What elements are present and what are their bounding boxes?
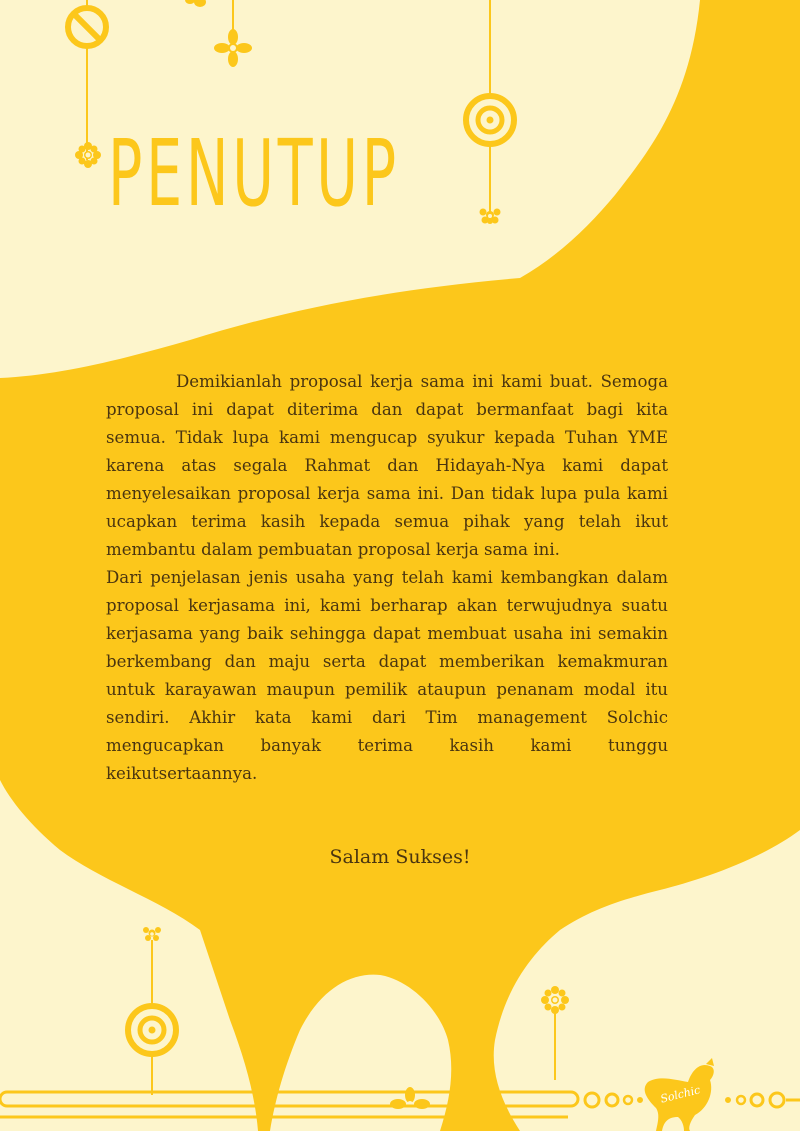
closing-text [106, 368, 668, 788]
page-title: PENUTUP [108, 120, 400, 227]
flower-icon [541, 986, 569, 1080]
paragraph: Dari penjelasan jenis usaha yang telah kami kembangkan dalam proposal kerjasama ini, kami berharap akan terwujudnya suatu kerjasama yang baik sehingga dapat membuat usaha ini semakin berkembang dan maju serta dapat memberikan kemakmuran untuk karayawan maupun pemilik ataupun penanam modal itu sendiri. Akhir kata kami dari Tim management Solchic mengucapkan banyak terima kasih kami tunggu keikutsertaannya. [106, 568, 668, 783]
no-sign-icon [68, 0, 106, 160]
target-icon [466, 0, 514, 212]
flower-icon [214, 0, 252, 67]
flower-icon [75, 142, 101, 168]
flower-icon [143, 927, 161, 941]
target-icon [128, 940, 176, 1095]
flower-icon [185, 0, 206, 7]
logo-text: Solchic [659, 1083, 702, 1106]
paragraph: Demikianlah proposal kerja sama ini kami buat. Semoga proposal ini dapat diterima dan dapat bermanfaat bagi kita semua. Tidak lupa kami mengucap syukur kepada Tuhan YME karena atas segala Rahmat dan Hidayah-Nya kami dapat menyelesaikan proposal kerja sama ini. Dan tidak lupa pula kami ucapkan terima kasih kepada semua pihak yang telah ikut membantu dalam pembuatan proposal kerja sama ini. [106, 372, 668, 559]
closing-greeting: Salam Sukses! [329, 846, 471, 868]
